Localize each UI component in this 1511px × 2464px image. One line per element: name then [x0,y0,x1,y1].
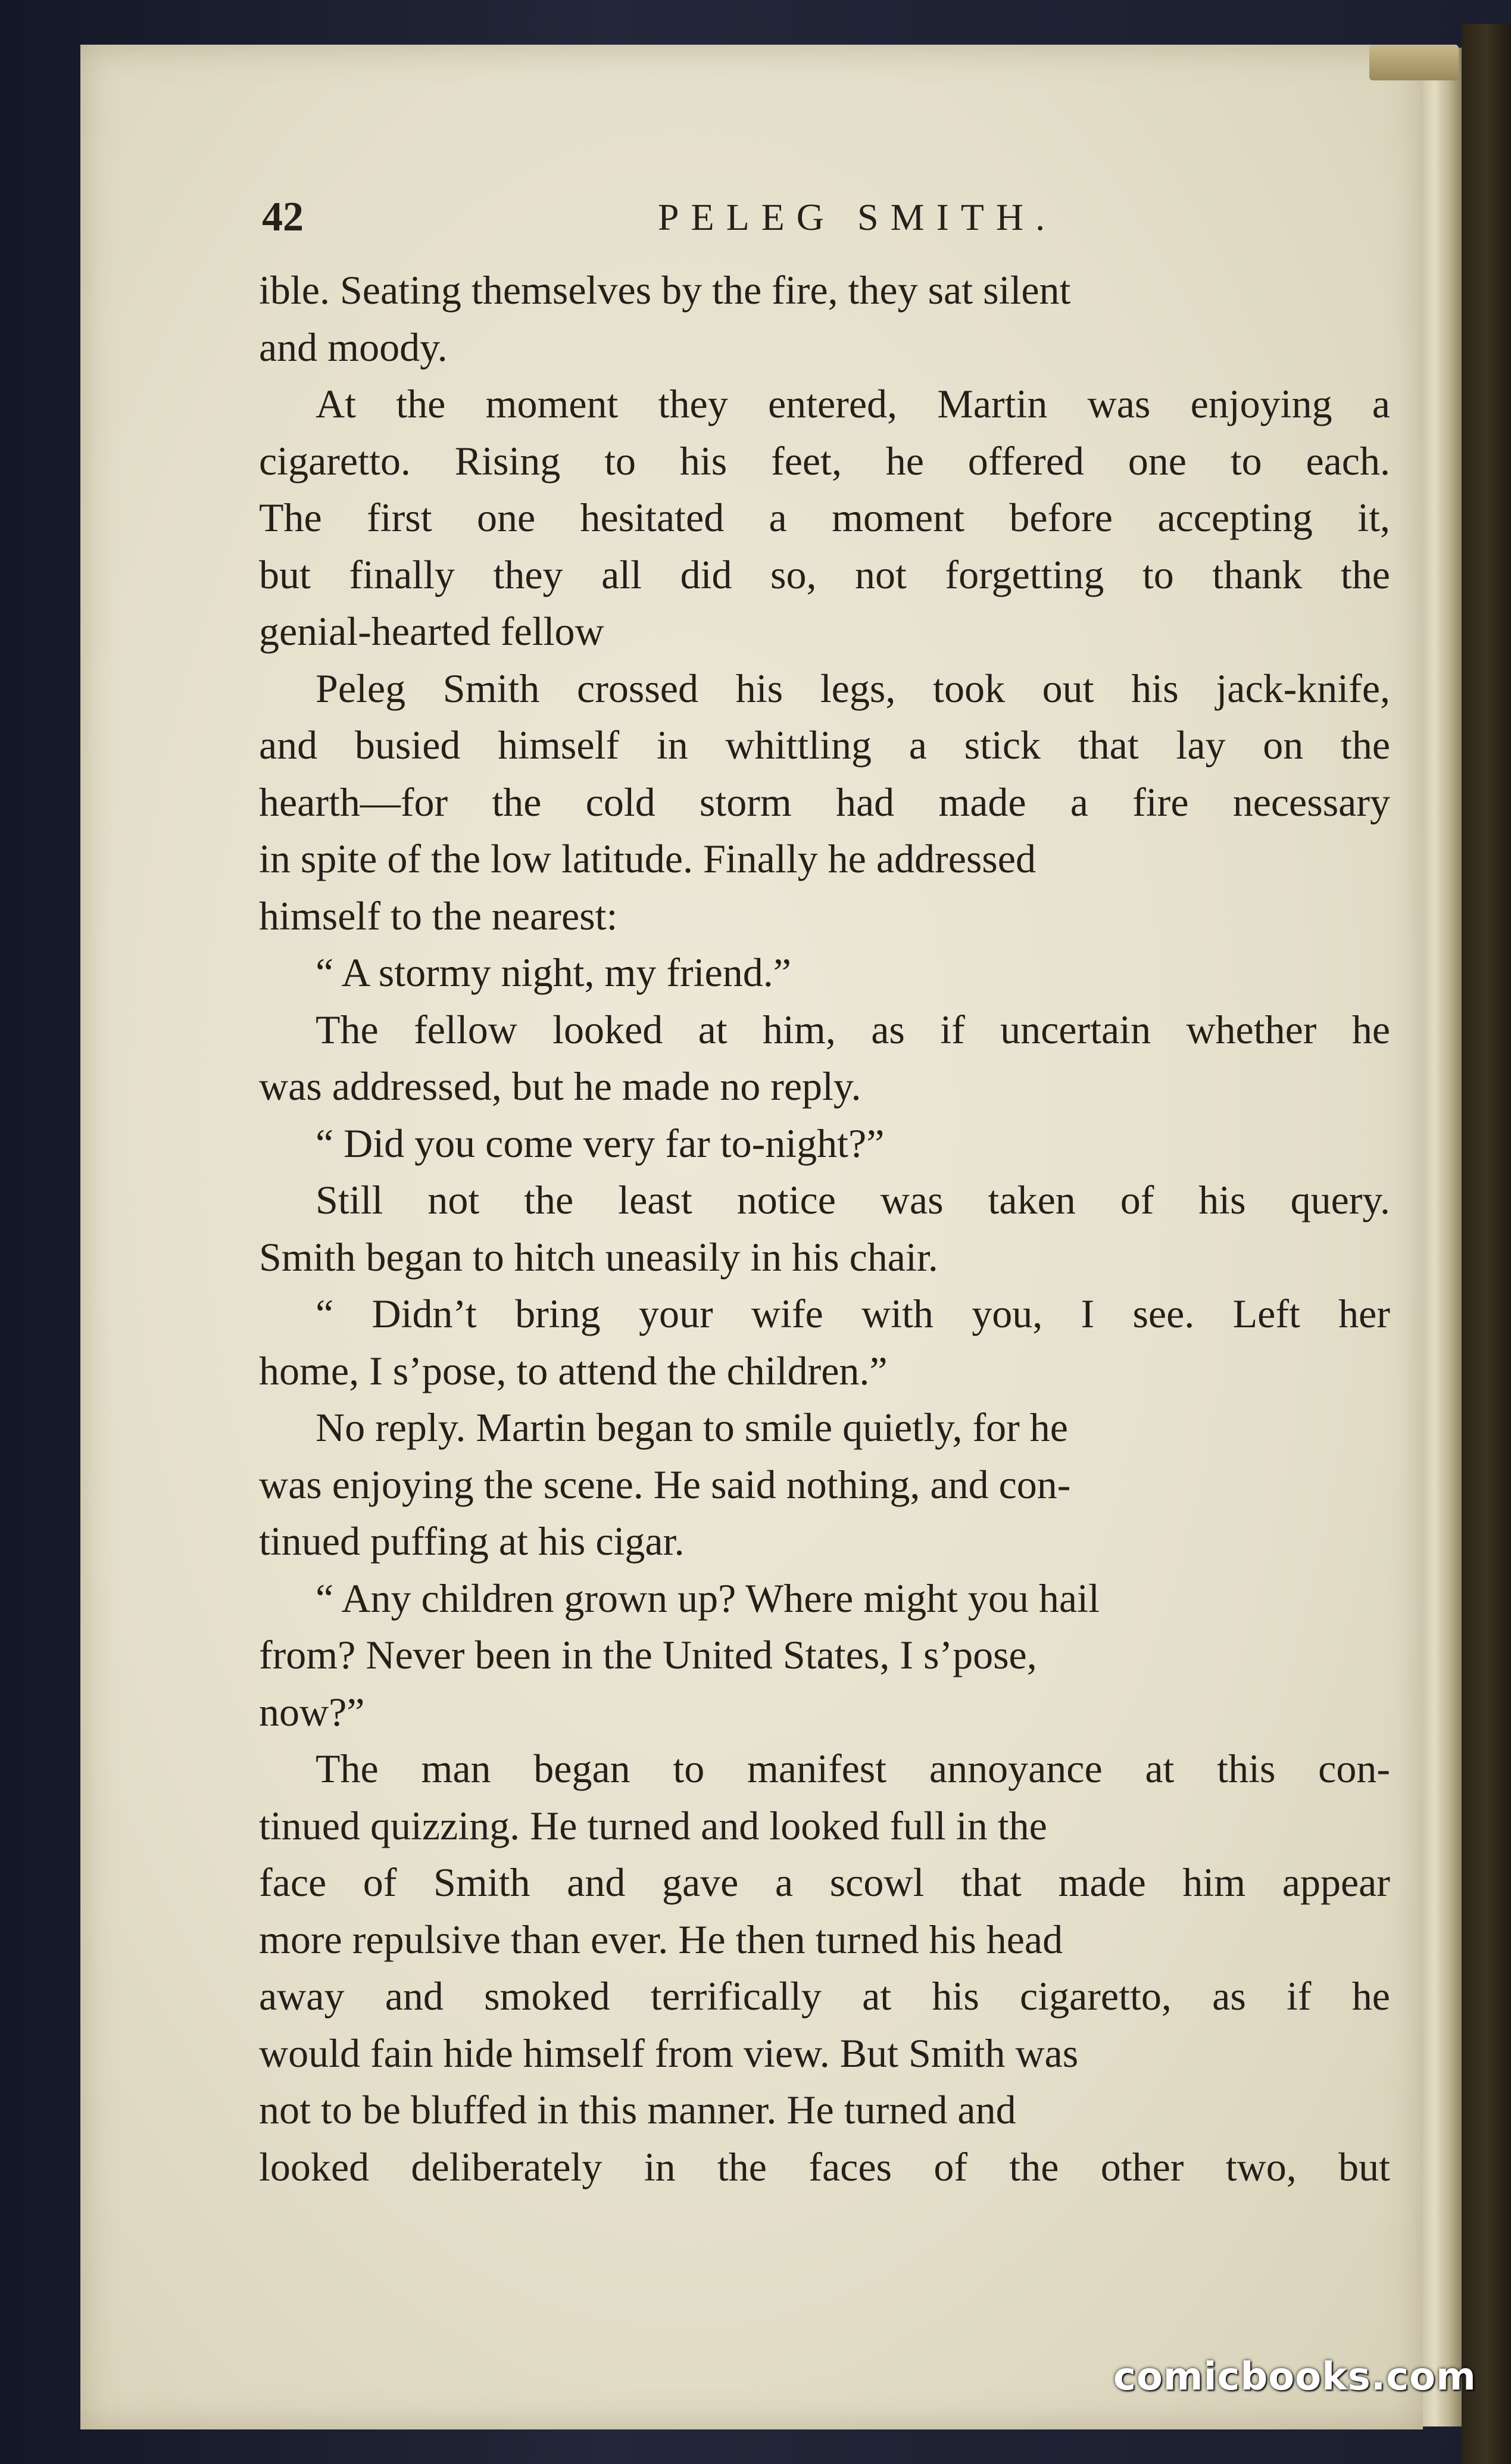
book-spine [1462,24,1511,2464]
text-line: Peleg Smith crossed his legs, took out his jack-knife, [316,665,1390,711]
text-line: more repulsive than ever. He then turned his head [259,1916,1063,1962]
text-line: “ Didn’t bring your wife with you, I see. Left her [316,1291,1390,1336]
text-line: and moody. [259,324,448,370]
text-line: No reply. Martin began to smile quietly, for he [316,1405,1068,1450]
text-line: hearth—for the cold storm had made a fire necessary [259,779,1390,825]
text-line: The man began to manifest annoyance at this con- [316,1746,1390,1791]
text-line: “ A stormy night, my friend.” [316,950,791,995]
running-head: PELEG SMITH. [657,196,1057,238]
text-line: himself to the nearest: [259,893,618,938]
text-line: The first one hesitated a moment before accepting it, [259,495,1390,540]
text-line: would fain hide himself from view. But Smith was [259,2030,1079,2076]
page-number: 42 [262,194,304,240]
spine-cap [1369,45,1459,80]
text-line: and busied himself in whittling a stick that lay on the [259,722,1390,768]
text-line: not to be bluffed in this manner. He turned and [259,2087,1016,2132]
text-line: “ Did you come very far to-night?” [316,1120,885,1166]
text-line: from? Never been in the United States, I s’pose, [259,1632,1037,1677]
text-line: ible. Seating themselves by the fire, they sat silent [259,267,1071,313]
text-line: was enjoying the scene. He said nothing, and con- [259,1461,1071,1507]
text-line: Still not the least notice was taken of his query. [316,1177,1390,1222]
text-line: Smith began to hitch uneasily in his chair. [259,1234,938,1280]
text-line: tinued puffing at his cigar. [259,1518,685,1564]
text-line: tinued quizzing. He turned and looked full in the [259,1802,1047,1848]
text-line: was addressed, but he made no reply. [259,1063,861,1109]
text-line: cigaretto. Rising to his feet, he offered one to each. [259,438,1390,484]
text-line: away and smoked terrifically at his cigaretto, as if he [259,1973,1390,2019]
text-line: but finally they all did so, not forgetting to thank the [259,551,1390,597]
body-text [259,262,1390,2195]
text-line: looked deliberately in the faces of the other two, but [259,2144,1390,2189]
text-line: face of Smith and gave a scowl that made him appear [259,1860,1390,1905]
text-line: “ Any children grown up? Where might you hail [316,1575,1100,1621]
text-line: At the moment they entered, Martin was enjoying a [316,381,1390,426]
page-header [262,188,1393,253]
text-line: genial-hearted fellow [259,609,604,654]
page-edge [1420,48,1462,2426]
text-line: The fellow looked at him, as if uncertain whether he [316,1006,1390,1052]
text-line: home, I s’pose, to attend the children.” [259,1348,888,1393]
watermark: comicbooks.com [1113,2355,1476,2399]
text-line: now?” [259,1689,365,1735]
text-line: in spite of the low latitude. Finally he addressed [259,836,1036,881]
